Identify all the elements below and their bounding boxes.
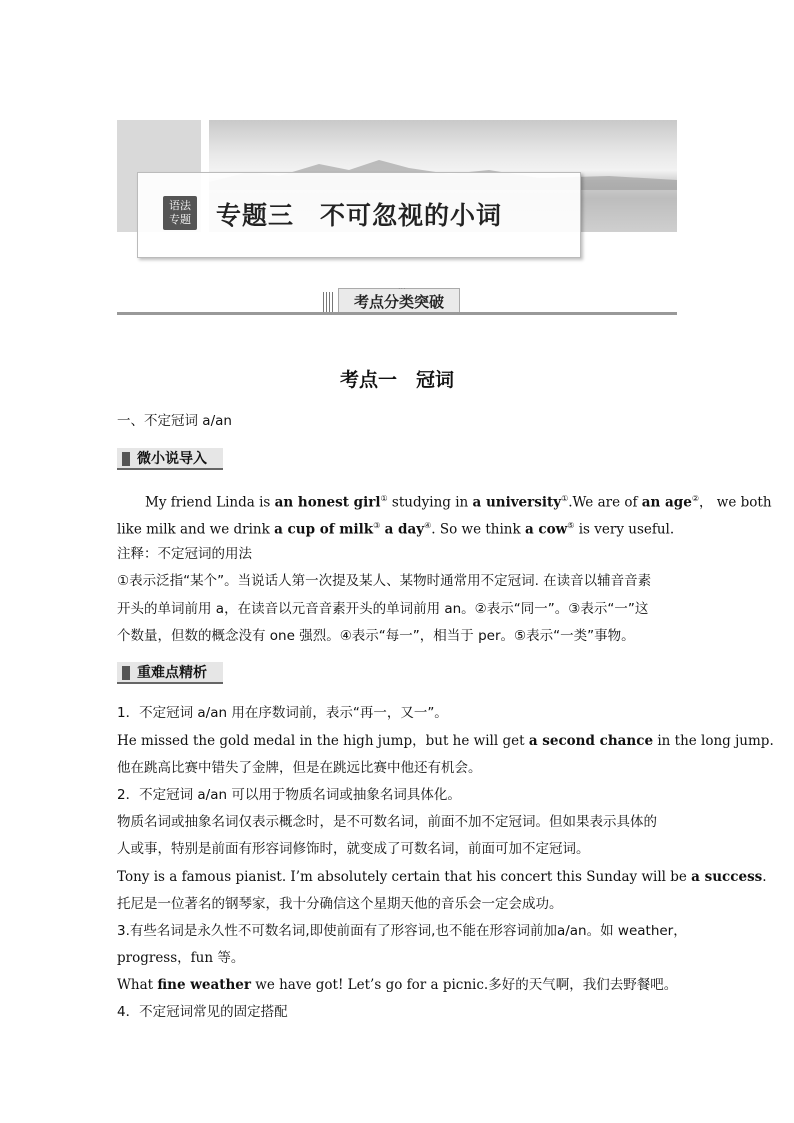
point-3: 3.有些名词是永久性不可数名词,即使前面有了形容词,也不能在形容词前加a/an。如 weather， xyxy=(117,923,687,939)
story-text: studying in xyxy=(387,494,473,511)
sub-heading: 一、不定冠词 a/an xyxy=(117,413,232,429)
story-text: My friend Linda is xyxy=(145,494,275,511)
badge-top-text: 语法 xyxy=(169,199,191,212)
example-3 xyxy=(117,976,679,994)
story-text: . So we think xyxy=(431,521,525,538)
point-2: 2．不定冠词 a/an 可以用于物质名词或抽象名词具体化。 xyxy=(117,787,461,803)
example-2 xyxy=(117,868,767,886)
story-line-2 xyxy=(117,517,679,539)
point-3-line: progress，fun 等。 xyxy=(117,950,245,966)
label-story-intro xyxy=(117,448,223,470)
story-sup: ② xyxy=(691,494,699,503)
story-sup: ① xyxy=(380,494,388,503)
point-1: 1．不定冠词 a/an 用在序数词前，表示“再一，又一”。 xyxy=(117,705,448,721)
example-text: in the long jump. xyxy=(653,733,774,749)
story-bold: a cow xyxy=(524,521,568,538)
story-sup: ③ xyxy=(373,521,381,530)
section-tab: 考点分类突破 xyxy=(338,288,460,315)
story-line-1 xyxy=(117,490,772,512)
grammar-topic-badge xyxy=(163,196,197,230)
story-bold: a cup of milk xyxy=(274,521,374,538)
note-title: 注释：不定冠词的用法 xyxy=(117,546,252,562)
topic-title: 专题三 不可忽视的小词 xyxy=(216,201,503,230)
note-line: ①表示泛指“某个”。当说话人第一次提及某人、某物时通常用不定冠词. 在读音以辅音音素 xyxy=(117,573,652,589)
example-text: Tony is a famous pianist. I’m absolutely certain that his concert this Sunday will be xyxy=(117,869,692,885)
point-4: 4．不定冠词常见的固定搭配 xyxy=(117,1004,288,1020)
story-text: is very useful. xyxy=(574,521,675,538)
point-2-line: 人或事，特别是前面有形容词修饰时，就变成了可数名词，前面可加不定冠词。 xyxy=(117,841,590,857)
example-1 xyxy=(117,732,774,750)
example-bold: fine weather xyxy=(157,977,251,993)
section-tab-stripes xyxy=(323,292,335,314)
example-text: He missed the gold medal in the high jump，but he will get xyxy=(117,733,529,749)
badge-bottom-text: 专题 xyxy=(169,213,191,226)
example-text: we have got! Let’s go for a picnic. xyxy=(250,977,489,993)
story-text: .We are of xyxy=(568,494,642,511)
story-bold: a day xyxy=(384,521,425,538)
label-key-points-text: 重难点精析 xyxy=(137,665,207,681)
story-bold: an age xyxy=(641,494,692,511)
example-1-zh: 他在跳高比赛中错失了金牌，但是在跳远比赛中他还有机会。 xyxy=(117,760,482,776)
label-story-intro-text: 微小说导入 xyxy=(137,451,207,467)
story-sup: ④ xyxy=(424,521,432,530)
example-2-zh: 托尼是一位著名的钢琴家，我十分确信这个星期天他的音乐会一定会成功。 xyxy=(117,896,563,912)
label-marker-icon xyxy=(122,666,130,680)
label-marker-icon xyxy=(122,452,130,466)
label-key-points xyxy=(117,662,223,684)
section-divider xyxy=(117,312,677,315)
section-tab-dots: ... xyxy=(398,282,406,291)
story-bold: an honest girl xyxy=(274,494,381,511)
story-text: ， we both xyxy=(699,494,772,511)
point-2-line: 物质名词或抽象名词仅表示概念时，是不可数名词，前面不加不定冠词。但如果表示具体的 xyxy=(117,814,657,830)
story-text: like milk and we drink xyxy=(117,521,275,538)
example-text: What xyxy=(117,977,158,993)
story-bold: a university xyxy=(472,494,562,511)
example-bold: a second chance xyxy=(528,733,654,749)
note-line: 个数量，但数的概念没有 one 强烈。④表示“每一”，相当于 per。⑤表示“一类”事物。 xyxy=(117,628,635,644)
kaodian-title: 考点一 冠词 xyxy=(339,369,454,391)
example-bold: a success xyxy=(691,869,763,885)
story-sup: ⑤ xyxy=(567,521,575,530)
note-line: 开头的单词前用 a，在读音以元音音素开头的单词前用 an。②表示“同一”。③表示“一”这 xyxy=(117,601,649,617)
example-text: . xyxy=(762,869,767,885)
example-3-zh: 多好的天气啊，我们去野餐吧。 xyxy=(488,977,678,993)
story-sup: ① xyxy=(561,494,569,503)
